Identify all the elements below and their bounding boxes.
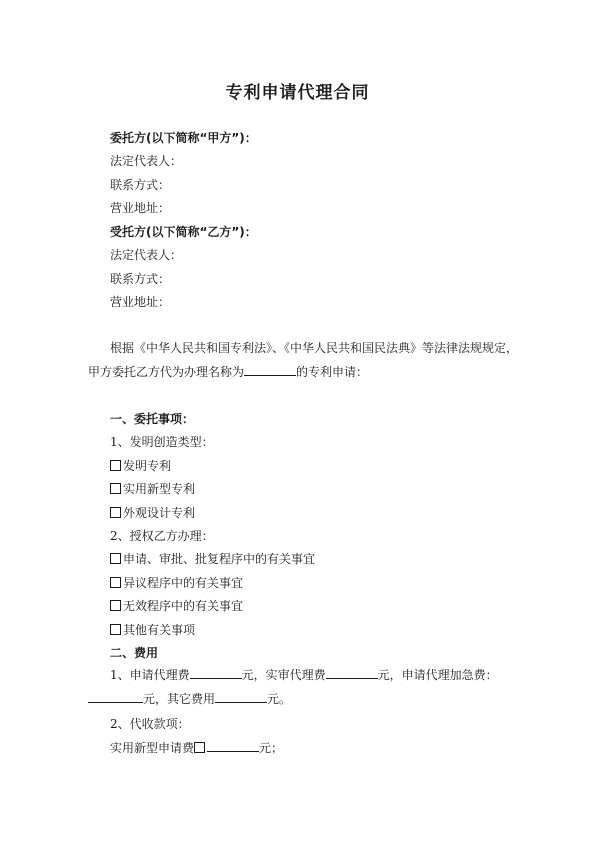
party-b-address: 营业地址： [110, 295, 171, 309]
section1-heading: 一、委托事项： [110, 412, 195, 426]
party-a-contact: 联系方式： [110, 178, 171, 192]
checkbox-icon [110, 507, 121, 518]
checkbox-icon [110, 553, 121, 564]
fee-paragraph: 1、申请代理费 元，实审代理费 元，申请代理加急费： 元，其它费用 元。 [88, 663, 520, 711]
type-option-invention: 发明专利 [110, 458, 171, 474]
matter-option-4: 其他有关事项 [110, 622, 195, 638]
party-a-address: 营业地址： [110, 201, 171, 215]
party-b-contact: 联系方式： [110, 272, 171, 286]
urgent-fee-blank [88, 690, 143, 703]
application-fee-blank [190, 666, 242, 679]
matter-option-3: 无效程序中的有关事宜 [110, 598, 243, 614]
section2-heading: 二、费用 [110, 646, 159, 660]
intro-text-2: 的专利申请： [296, 365, 369, 379]
utility-fee-blank [207, 739, 259, 752]
party-b-heading: 受托方(以下简称“乙方”)： [110, 225, 257, 239]
checkbox-icon [110, 624, 121, 635]
matter-option-2: 异议程序中的有关事宜 [110, 575, 243, 591]
section1-item2: 2、授权乙方办理： [110, 529, 214, 543]
checkbox-icon [110, 483, 121, 494]
intro-paragraph [88, 336, 520, 384]
document-title: 专利申请代理合同 [225, 83, 370, 103]
exam-fee-blank [326, 666, 378, 679]
utility-fee-line: 实用新型申请费 元； [110, 741, 284, 755]
other-fee-blank [215, 690, 267, 703]
type-option-utility: 实用新型专利 [110, 481, 195, 497]
intro-text-1: 根据《中华人民共和国专利法》、《中华人民共和国民法典》等法律法规规定，甲方委托乙方代为办理名称为 [88, 341, 519, 379]
checkbox-icon [110, 460, 121, 471]
type-option-design: 外观设计专利 [110, 505, 195, 521]
party-a-heading: 委托方(以下简称“甲方”)： [110, 131, 257, 145]
section1-item1: 1、发明创造类型： [110, 435, 214, 449]
matter-option-1: 申请、审批、批复程序中的有关事宜 [110, 551, 315, 567]
party-b-rep: 法定代表人： [110, 248, 183, 262]
checkbox-icon [194, 742, 205, 753]
party-a-rep: 法定代表人： [110, 154, 183, 168]
checkbox-icon [110, 600, 121, 611]
section2-item2: 2、代收款项： [110, 717, 190, 731]
checkbox-icon [110, 577, 121, 588]
patent-name-blank [244, 363, 296, 376]
